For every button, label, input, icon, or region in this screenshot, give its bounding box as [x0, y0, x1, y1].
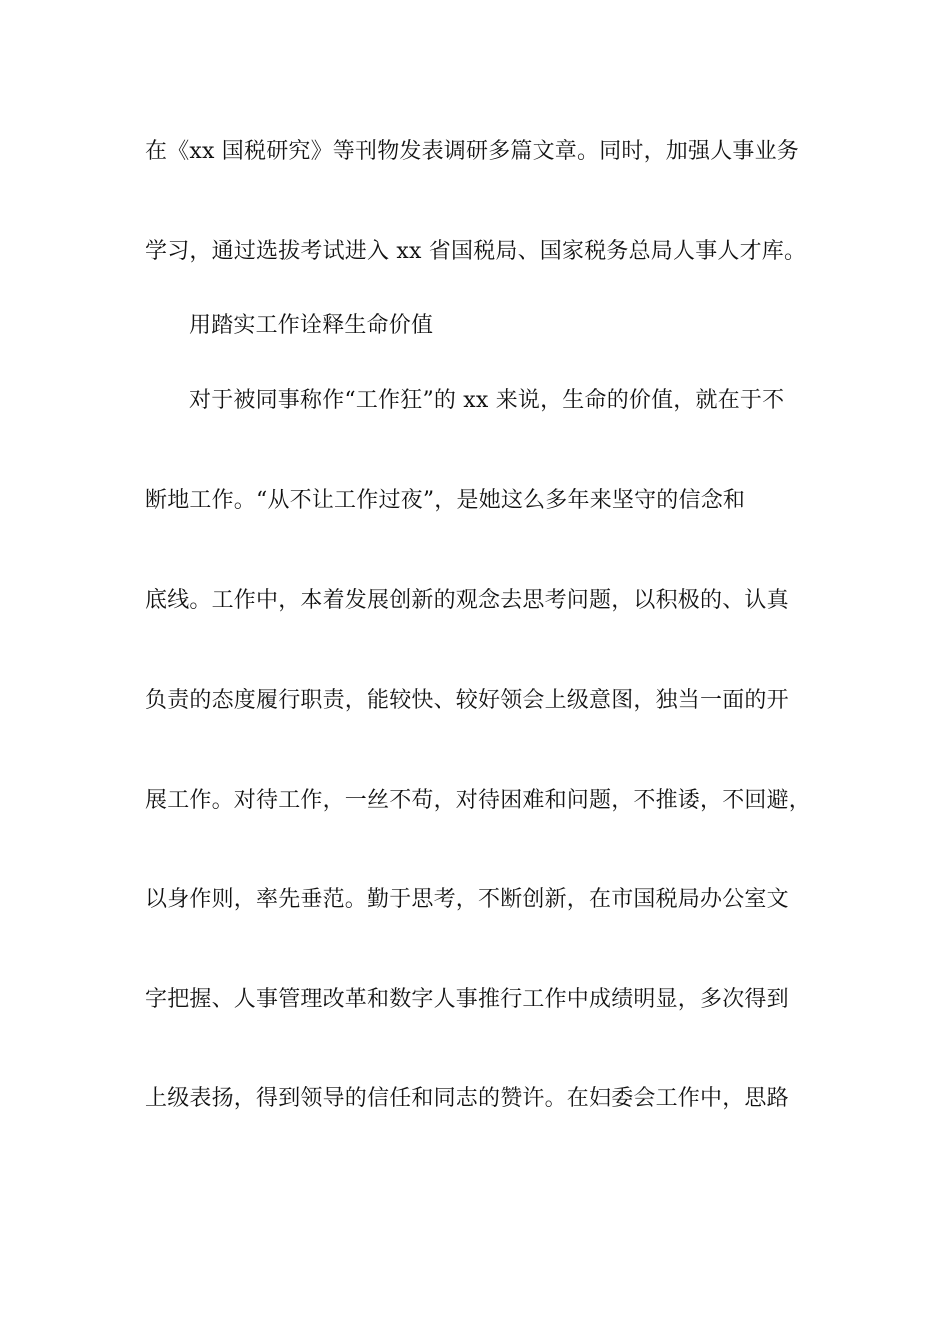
body-text-line: 字把握、人事管理改革和数字人事推行工作中成绩明显，多次得到 [145, 987, 789, 1012]
body-text-line: 底线。工作中，本着发展创新的观念去思考问题，以积极的、认真 [145, 588, 789, 613]
body-text-line: 学习，通过选拔考试进入 xx 省国税局、国家税务总局人事人才库。 [145, 239, 807, 264]
body-text-line: 对于被同事称作“工作狂”的 xx 来说，生命的价值，就在于不 [189, 388, 785, 413]
body-text-line: 在《xx 国税研究》等刊物发表调研多篇文章。同时，加强人事业务 [145, 139, 800, 164]
body-text-line: 负责的态度履行职责，能较快、较好领会上级意图，独当一面的开 [145, 688, 789, 713]
body-text-line: 以身作则，率先垂范。勤于思考，不断创新，在市国税局办公室文 [145, 887, 789, 912]
body-text-line: 展工作。对待工作，一丝不苟，对待困难和问题，不推诿，不回避， [145, 788, 812, 813]
body-text-line: 上级表扬，得到领导的信任和同志的赞许。在妇委会工作中，思路 [145, 1086, 789, 1111]
body-text-line: 断地工作。“从不让工作过夜”，是她这么多年来坚守的信念和 [145, 488, 746, 513]
section-heading: 用踏实工作诠释生命价值 [189, 313, 434, 338]
